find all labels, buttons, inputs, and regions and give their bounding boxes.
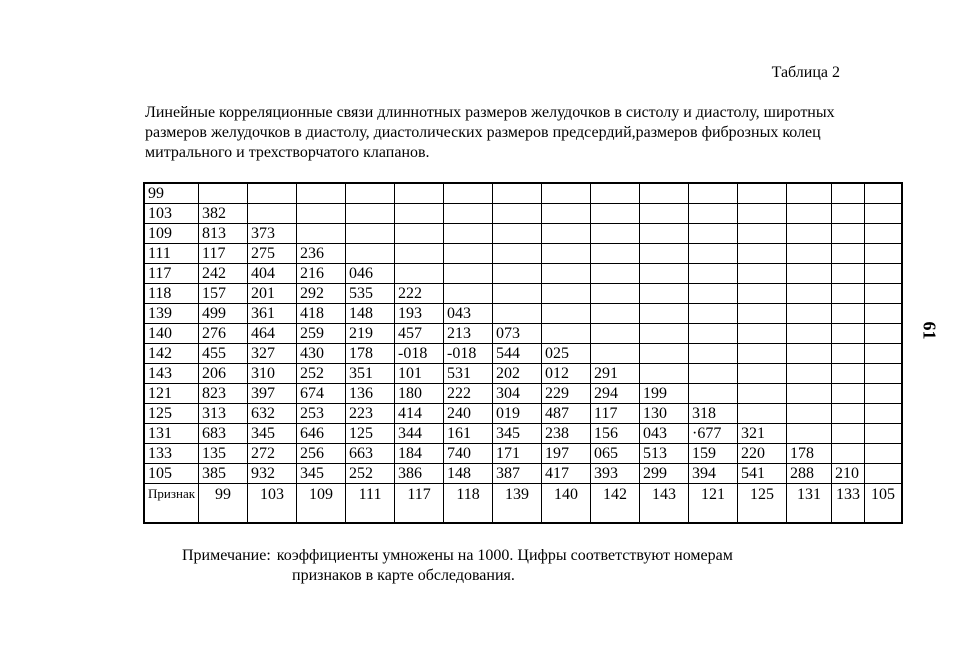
table-cell: 148 bbox=[444, 464, 493, 484]
table-cell bbox=[689, 204, 738, 224]
row-label: 111 bbox=[144, 244, 199, 264]
table-cell: 180 bbox=[395, 384, 444, 404]
table-cell bbox=[591, 344, 640, 364]
table-cell: 272 bbox=[248, 444, 297, 464]
table-cell bbox=[865, 284, 903, 304]
table-cell bbox=[640, 204, 689, 224]
table-cell: 382 bbox=[199, 204, 248, 224]
table-cell: 193 bbox=[395, 304, 444, 324]
table-cell: 385 bbox=[199, 464, 248, 484]
table-cell bbox=[346, 183, 395, 204]
table-cell bbox=[493, 264, 542, 284]
table-cell: 178 bbox=[346, 344, 395, 364]
footer-cell: 121 bbox=[689, 484, 738, 524]
table-row bbox=[144, 244, 902, 264]
table-cell: 184 bbox=[395, 444, 444, 464]
table-cell bbox=[832, 304, 865, 324]
table-cell: 404 bbox=[248, 264, 297, 284]
table-cell: -018 bbox=[395, 344, 444, 364]
table-cell: 813 bbox=[199, 224, 248, 244]
table-cell bbox=[832, 404, 865, 424]
table-cell bbox=[865, 424, 903, 444]
table-cell bbox=[444, 183, 493, 204]
table-cell bbox=[832, 444, 865, 464]
table-cell bbox=[591, 284, 640, 304]
table-cell bbox=[591, 224, 640, 244]
table-cell bbox=[444, 224, 493, 244]
table-cell bbox=[542, 244, 591, 264]
table-cell: 065 bbox=[591, 444, 640, 464]
table-cell bbox=[865, 384, 903, 404]
table-cell: 019 bbox=[493, 404, 542, 424]
table-cell bbox=[640, 224, 689, 244]
correlation-table bbox=[143, 182, 903, 524]
table-cell bbox=[865, 183, 903, 204]
footer-cell: 103 bbox=[248, 484, 297, 524]
table-cell bbox=[591, 304, 640, 324]
table-cell bbox=[493, 224, 542, 244]
table-cell: 157 bbox=[199, 284, 248, 304]
table-cell: 541 bbox=[738, 464, 787, 484]
table-cell bbox=[640, 324, 689, 344]
table-cell: 171 bbox=[493, 444, 542, 464]
table-cell: 236 bbox=[297, 244, 346, 264]
table-cell: 345 bbox=[248, 424, 297, 444]
table-cell: 135 bbox=[199, 444, 248, 464]
table-cell bbox=[493, 284, 542, 304]
table-cell bbox=[493, 204, 542, 224]
table-row bbox=[144, 464, 902, 484]
table-cell: 299 bbox=[640, 464, 689, 484]
table-row bbox=[144, 183, 902, 204]
table-cell bbox=[346, 224, 395, 244]
table-cell bbox=[689, 264, 738, 284]
table-cell: 206 bbox=[199, 364, 248, 384]
table-cell bbox=[832, 264, 865, 284]
table-cell: 043 bbox=[640, 424, 689, 444]
table-cell bbox=[865, 244, 903, 264]
table-cell bbox=[395, 224, 444, 244]
table-cell: 276 bbox=[199, 324, 248, 344]
table-cell bbox=[787, 324, 832, 344]
table-caption: Линейные корреляционные связи длиннотных размеров желудочков в систолу и диастолу, широтных размеров желудочков в диастолу, диастолических размеров предсердий,размеров фиброзных колец митрального и трехстворчатого клапанов. bbox=[145, 104, 835, 161]
table-cell: 229 bbox=[542, 384, 591, 404]
table-cell: 430 bbox=[297, 344, 346, 364]
table-cell: 327 bbox=[248, 344, 297, 364]
footer-cell: 140 bbox=[542, 484, 591, 524]
table-cell bbox=[738, 344, 787, 364]
table-cell: 159 bbox=[689, 444, 738, 464]
table-cell bbox=[542, 264, 591, 284]
row-label: 139 bbox=[144, 304, 199, 324]
table-cell bbox=[738, 304, 787, 324]
table-cell bbox=[738, 364, 787, 384]
table-row bbox=[144, 224, 902, 244]
table-cell: 318 bbox=[689, 404, 738, 424]
table-row bbox=[144, 324, 902, 344]
table-cell bbox=[832, 424, 865, 444]
table-cell bbox=[689, 284, 738, 304]
table-cell: 012 bbox=[542, 364, 591, 384]
footer-cell: 99 bbox=[199, 484, 248, 524]
row-label: 105 bbox=[144, 464, 199, 484]
table-cell: 073 bbox=[493, 324, 542, 344]
table-cell bbox=[640, 183, 689, 204]
table-cell bbox=[832, 384, 865, 404]
table-cell bbox=[832, 244, 865, 264]
table-cell: 197 bbox=[542, 444, 591, 464]
table-cell bbox=[787, 224, 832, 244]
table-cell bbox=[832, 224, 865, 244]
table-cell bbox=[444, 264, 493, 284]
table-cell: 223 bbox=[346, 404, 395, 424]
table-cell: 161 bbox=[444, 424, 493, 444]
table-cell: 130 bbox=[640, 404, 689, 424]
table-cell: 455 bbox=[199, 344, 248, 364]
table-cell: 345 bbox=[297, 464, 346, 484]
table-cell bbox=[640, 364, 689, 384]
table-cell: 418 bbox=[297, 304, 346, 324]
row-label: 125 bbox=[144, 404, 199, 424]
table-cell bbox=[865, 204, 903, 224]
table-cell bbox=[865, 464, 903, 484]
table-cell bbox=[865, 444, 903, 464]
table-cell bbox=[542, 204, 591, 224]
table-row bbox=[144, 204, 902, 224]
table-cell: 222 bbox=[395, 284, 444, 304]
footer-cell: 143 bbox=[640, 484, 689, 524]
table-cell bbox=[689, 304, 738, 324]
table-cell: 361 bbox=[248, 304, 297, 324]
table-cell bbox=[865, 224, 903, 244]
table-cell: 216 bbox=[297, 264, 346, 284]
table-cell bbox=[542, 183, 591, 204]
table-cell: 932 bbox=[248, 464, 297, 484]
table-cell: 156 bbox=[591, 424, 640, 444]
table-cell: 632 bbox=[248, 404, 297, 424]
table-cell: 373 bbox=[248, 224, 297, 244]
table-cell bbox=[689, 324, 738, 344]
table-row bbox=[144, 444, 902, 464]
table-row bbox=[144, 344, 902, 364]
footer-cell: 105 bbox=[865, 484, 903, 524]
table-cell bbox=[297, 224, 346, 244]
table-cell: 202 bbox=[493, 364, 542, 384]
table-cell: 304 bbox=[493, 384, 542, 404]
row-label: 121 bbox=[144, 384, 199, 404]
table-cell bbox=[689, 384, 738, 404]
table-cell bbox=[865, 304, 903, 324]
table-cell: 125 bbox=[346, 424, 395, 444]
table-cell bbox=[591, 183, 640, 204]
table-cell bbox=[865, 264, 903, 284]
table-cell bbox=[444, 204, 493, 224]
table-cell: 387 bbox=[493, 464, 542, 484]
row-label: 133 bbox=[144, 444, 199, 464]
table-cell bbox=[297, 204, 346, 224]
table-cell: 259 bbox=[297, 324, 346, 344]
table-cell: 256 bbox=[297, 444, 346, 464]
table-cell bbox=[493, 244, 542, 264]
table-cell bbox=[395, 244, 444, 264]
table-row bbox=[144, 364, 902, 384]
footer-cell: 111 bbox=[346, 484, 395, 524]
table-cell bbox=[865, 404, 903, 424]
table-cell: 025 bbox=[542, 344, 591, 364]
table-cell bbox=[832, 183, 865, 204]
table-cell: 351 bbox=[346, 364, 395, 384]
table-cell bbox=[787, 304, 832, 324]
table-cell: 288 bbox=[787, 464, 832, 484]
table-cell bbox=[689, 224, 738, 244]
table-cell bbox=[297, 183, 346, 204]
table-cell: 535 bbox=[346, 284, 395, 304]
table-cell bbox=[689, 244, 738, 264]
table-row bbox=[144, 264, 902, 284]
table-cell bbox=[395, 204, 444, 224]
table-row bbox=[144, 304, 902, 324]
footer-cell: 133 bbox=[832, 484, 865, 524]
table-cell bbox=[738, 264, 787, 284]
row-label: 142 bbox=[144, 344, 199, 364]
table-cell bbox=[640, 284, 689, 304]
table-cell: 213 bbox=[444, 324, 493, 344]
table-cell: 117 bbox=[199, 244, 248, 264]
table-row bbox=[144, 424, 902, 444]
table-cell: 393 bbox=[591, 464, 640, 484]
table-cell: 544 bbox=[493, 344, 542, 364]
table-cell bbox=[640, 244, 689, 264]
table-cell: 178 bbox=[787, 444, 832, 464]
table-cell bbox=[787, 344, 832, 364]
table-cell: 310 bbox=[248, 364, 297, 384]
table-cell bbox=[346, 244, 395, 264]
row-label: 140 bbox=[144, 324, 199, 344]
page-number: 61 bbox=[919, 321, 940, 340]
table-cell: 210 bbox=[832, 464, 865, 484]
table-cell bbox=[787, 264, 832, 284]
table-cell bbox=[738, 183, 787, 204]
table-cell bbox=[640, 344, 689, 364]
table-cell bbox=[832, 204, 865, 224]
table-cell: ·677 bbox=[689, 424, 738, 444]
table-cell bbox=[689, 364, 738, 384]
table-cell: 457 bbox=[395, 324, 444, 344]
table-cell: 414 bbox=[395, 404, 444, 424]
note-text-line1: коэффициенты умножены на 1000. Цифры соответствуют номерам bbox=[276, 547, 733, 564]
table-cell bbox=[248, 204, 297, 224]
table-cell: 487 bbox=[542, 404, 591, 424]
table-cell bbox=[832, 284, 865, 304]
table-cell bbox=[542, 324, 591, 344]
table-cell: 683 bbox=[199, 424, 248, 444]
table-cell bbox=[591, 264, 640, 284]
note-label: Примечание: bbox=[182, 547, 271, 564]
table-row bbox=[144, 284, 902, 304]
table-cell bbox=[787, 244, 832, 264]
footer-row bbox=[144, 484, 902, 524]
table-cell: 740 bbox=[444, 444, 493, 464]
table-cell: 219 bbox=[346, 324, 395, 344]
table-cell: 663 bbox=[346, 444, 395, 464]
table-cell bbox=[444, 244, 493, 264]
row-label: 109 bbox=[144, 224, 199, 244]
table-cell bbox=[493, 183, 542, 204]
table-cell bbox=[787, 284, 832, 304]
footer-cell: 131 bbox=[787, 484, 832, 524]
table-cell bbox=[493, 304, 542, 324]
table-cell bbox=[591, 204, 640, 224]
row-label: 117 bbox=[144, 264, 199, 284]
table-cell bbox=[787, 183, 832, 204]
table-cell bbox=[248, 183, 297, 204]
table-cell: 242 bbox=[199, 264, 248, 284]
table-cell: 313 bbox=[199, 404, 248, 424]
table-cell bbox=[199, 183, 248, 204]
table-cell bbox=[832, 364, 865, 384]
row-label: 99 bbox=[144, 183, 199, 204]
table-cell: 292 bbox=[297, 284, 346, 304]
row-label: 103 bbox=[144, 204, 199, 224]
footer-cell: 118 bbox=[444, 484, 493, 524]
footer-cell: 109 bbox=[297, 484, 346, 524]
footer-cell: 125 bbox=[738, 484, 787, 524]
table-cell: 252 bbox=[297, 364, 346, 384]
table-cell bbox=[738, 404, 787, 424]
table-cell: 043 bbox=[444, 304, 493, 324]
table-cell bbox=[346, 204, 395, 224]
table-cell bbox=[787, 404, 832, 424]
table-cell: 345 bbox=[493, 424, 542, 444]
table-cell bbox=[865, 344, 903, 364]
table-cell: 101 bbox=[395, 364, 444, 384]
table-cell bbox=[689, 344, 738, 364]
table-cell: 220 bbox=[738, 444, 787, 464]
table-cell: 222 bbox=[444, 384, 493, 404]
table-cell: 253 bbox=[297, 404, 346, 424]
footer-label: Признак bbox=[144, 484, 199, 524]
table-cell bbox=[640, 304, 689, 324]
table-cell: 199 bbox=[640, 384, 689, 404]
table-cell: 646 bbox=[297, 424, 346, 444]
row-label: 118 bbox=[144, 284, 199, 304]
table-row bbox=[144, 384, 902, 404]
table-row bbox=[144, 404, 902, 424]
table-cell: 674 bbox=[297, 384, 346, 404]
table-cell bbox=[738, 384, 787, 404]
table-cell: 294 bbox=[591, 384, 640, 404]
table-cell bbox=[395, 264, 444, 284]
footer-cell: 117 bbox=[395, 484, 444, 524]
table-cell: 321 bbox=[738, 424, 787, 444]
table-cell: 291 bbox=[591, 364, 640, 384]
table-cell bbox=[591, 244, 640, 264]
table-cell: 238 bbox=[542, 424, 591, 444]
table-cell bbox=[865, 364, 903, 384]
table-cell: 823 bbox=[199, 384, 248, 404]
table-label: Таблица 2 bbox=[771, 64, 840, 81]
table-cell: 201 bbox=[248, 284, 297, 304]
table-cell bbox=[395, 183, 444, 204]
table-cell: 136 bbox=[346, 384, 395, 404]
table-cell bbox=[542, 224, 591, 244]
table-cell: 252 bbox=[346, 464, 395, 484]
table-cell bbox=[542, 284, 591, 304]
table-cell: 513 bbox=[640, 444, 689, 464]
table-cell bbox=[591, 324, 640, 344]
table-cell: 499 bbox=[199, 304, 248, 324]
table-cell bbox=[542, 304, 591, 324]
row-label: 131 bbox=[144, 424, 199, 444]
row-label: 143 bbox=[144, 364, 199, 384]
table-cell bbox=[787, 204, 832, 224]
table-cell bbox=[832, 344, 865, 364]
table-cell: 417 bbox=[542, 464, 591, 484]
table-cell bbox=[832, 324, 865, 344]
table-cell bbox=[738, 204, 787, 224]
table-cell bbox=[865, 324, 903, 344]
table-cell: -018 bbox=[444, 344, 493, 364]
table-cell: 240 bbox=[444, 404, 493, 424]
table-cell: 531 bbox=[444, 364, 493, 384]
table-cell bbox=[787, 424, 832, 444]
table-cell: 386 bbox=[395, 464, 444, 484]
table-cell bbox=[738, 324, 787, 344]
table-cell bbox=[689, 183, 738, 204]
footer-cell: 142 bbox=[591, 484, 640, 524]
table-cell: 275 bbox=[248, 244, 297, 264]
footer-cell: 139 bbox=[493, 484, 542, 524]
table-cell: 394 bbox=[689, 464, 738, 484]
table-cell: 344 bbox=[395, 424, 444, 444]
note bbox=[182, 546, 842, 586]
table-cell: 117 bbox=[591, 404, 640, 424]
note-text-line2: признаков в карте обследования. bbox=[292, 567, 515, 584]
table-cell bbox=[640, 264, 689, 284]
table-cell: 397 bbox=[248, 384, 297, 404]
table-cell: 464 bbox=[248, 324, 297, 344]
table-cell: 148 bbox=[346, 304, 395, 324]
table-cell: 046 bbox=[346, 264, 395, 284]
table-cell bbox=[738, 224, 787, 244]
table-cell bbox=[738, 284, 787, 304]
table-cell bbox=[738, 244, 787, 264]
table-cell bbox=[787, 364, 832, 384]
table-cell bbox=[444, 284, 493, 304]
table-cell bbox=[787, 384, 832, 404]
